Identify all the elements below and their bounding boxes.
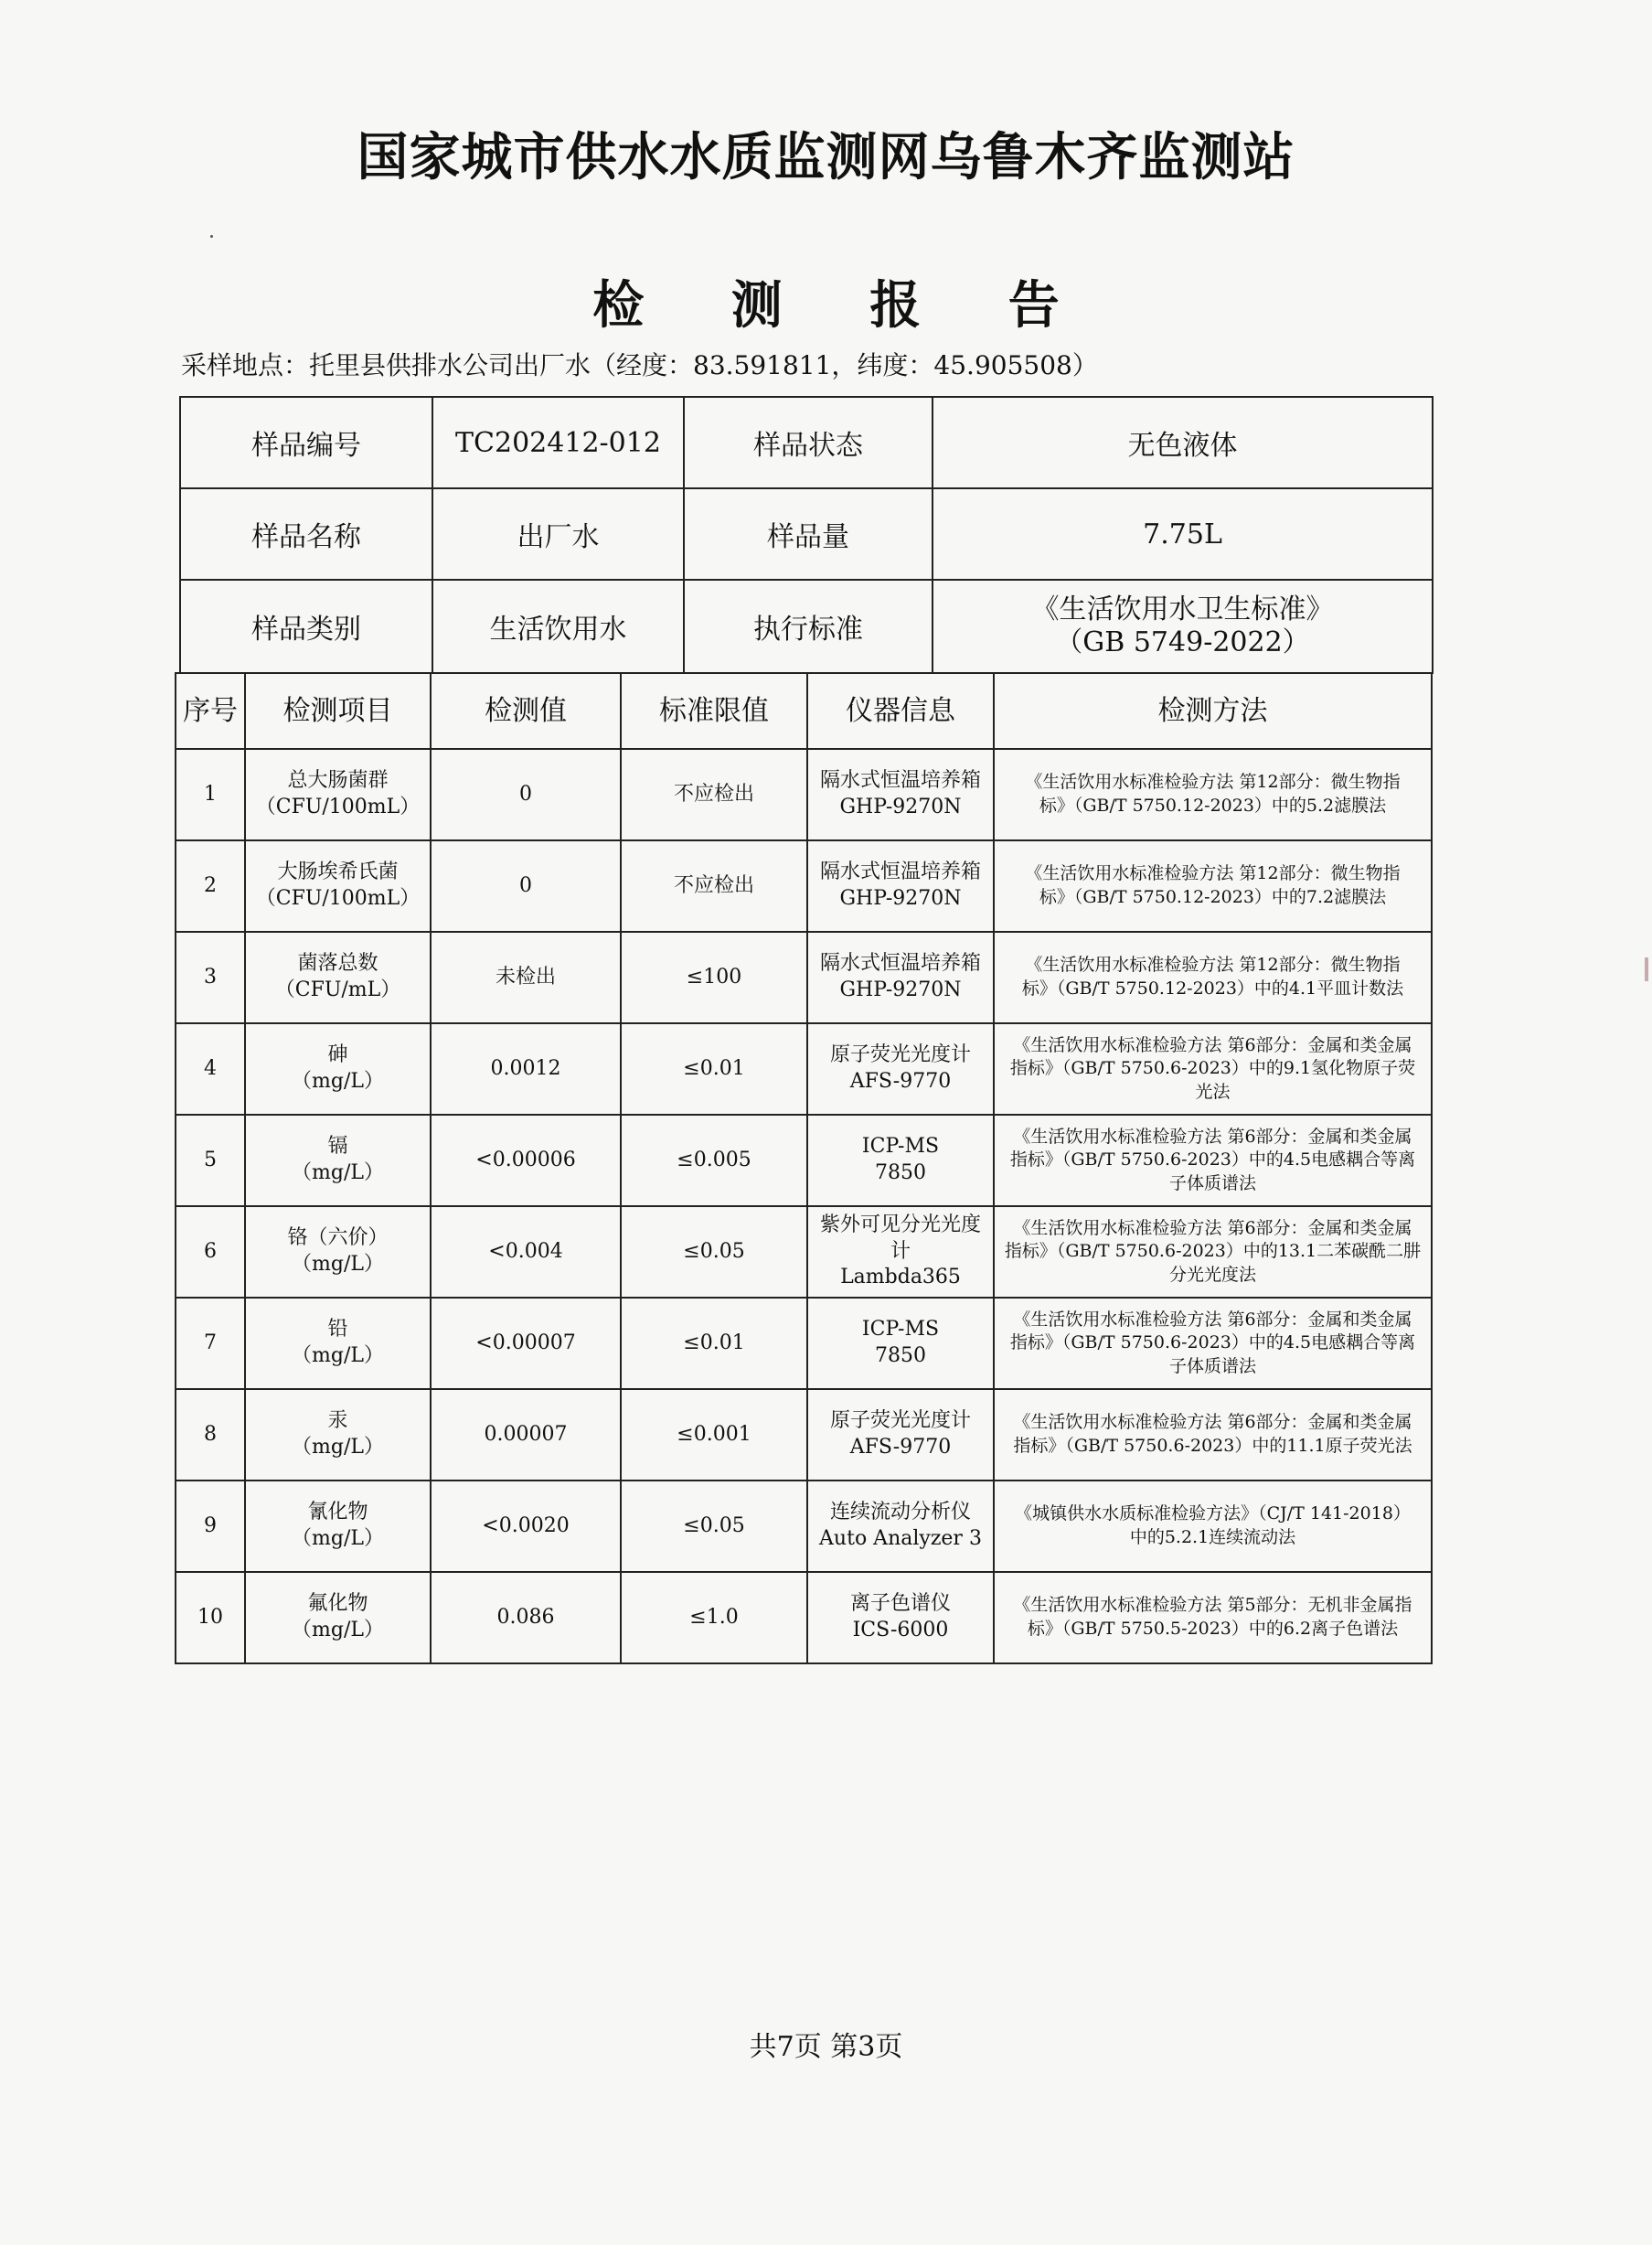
test-value: 0.086: [431, 1572, 621, 1663]
sample-type-label: 样品类别: [180, 580, 432, 673]
method-line: 标》（GB/T 5750.12-2023）中的4.1平皿计数法: [1021, 978, 1404, 999]
table-row: [176, 932, 1432, 1023]
standard-limit: ≤0.05: [621, 1206, 807, 1298]
sample-qty-label: 样品量: [684, 488, 933, 580]
test-value: <0.00007: [431, 1298, 621, 1389]
instrument-info: [807, 749, 994, 840]
title-char: 测: [730, 276, 783, 336]
test-item-name: 氰化物: [307, 1501, 368, 1524]
standard-limit: ≤100: [621, 932, 807, 1023]
test-item: [245, 1206, 431, 1298]
sample-no-value: TC202412-012: [432, 397, 684, 488]
instrument-info: [807, 932, 994, 1023]
instrument-info: [807, 1481, 994, 1572]
instrument-line: ICP-MS: [861, 1135, 940, 1159]
instrument-line: 原子荧光光度计: [829, 1409, 971, 1433]
test-item-unit: （mg/L）: [292, 1619, 384, 1641]
table-row: [176, 749, 1432, 840]
test-item: [245, 1298, 431, 1389]
method-line: 《生活饮用水标准检验方法 第6部分：金属和类金属: [1013, 1412, 1412, 1433]
instrument-info: [807, 1115, 994, 1206]
instrument-line: 隔水式恒温培养箱: [819, 861, 981, 884]
sampling-location: 采样地点：托里县供排水公司出厂水（经度：83.591811，纬度：45.905508）: [181, 350, 1098, 380]
instrument-line: 离子色谱仪: [849, 1592, 951, 1616]
test-item-name: 菌落总数: [297, 952, 378, 976]
method-line: 中的5.2.1连续流动法: [1129, 1527, 1296, 1547]
test-method: [994, 1115, 1432, 1206]
instrument-info: [807, 1389, 994, 1481]
test-item-name: 总大肠菌群: [287, 769, 389, 793]
instrument-line: GHP-9270N: [839, 887, 962, 910]
test-item: [245, 1023, 431, 1115]
standard-limit: 不应检出: [621, 840, 807, 932]
row-number: 9: [176, 1481, 245, 1572]
col-header-method: 检测方法: [994, 673, 1432, 749]
instrument-line: GHP-9270N: [839, 796, 962, 818]
title-char: 告: [1007, 276, 1060, 336]
test-item: [245, 1389, 431, 1481]
standard-limit: ≤0.001: [621, 1389, 807, 1481]
test-item: [245, 840, 431, 932]
col-header-instrument: 仪器信息: [807, 673, 994, 749]
col-header-no: 序号: [176, 673, 245, 749]
test-method: [994, 1298, 1432, 1389]
table-row: [176, 1206, 1432, 1298]
col-header-limit: 标准限值: [621, 673, 807, 749]
test-item-unit: （mg/L）: [292, 1436, 384, 1459]
method-line: 标》（GB/T 5750.12-2023）中的7.2滤膜法: [1039, 887, 1387, 907]
method-line: 《城镇供水水质标准检验方法》（CJ/T 141-2018）: [1015, 1503, 1411, 1524]
table-row: [176, 1389, 1432, 1481]
title-char: 检: [592, 276, 645, 336]
instrument-line: Auto Analyzer 3: [819, 1527, 982, 1550]
method-line: 分光光度法: [1168, 1264, 1256, 1285]
standard-limit: ≤0.01: [621, 1298, 807, 1389]
test-item: [245, 1115, 431, 1206]
test-method: [994, 1481, 1432, 1572]
test-item-unit: （mg/L）: [292, 1070, 384, 1093]
standard-value: [933, 580, 1433, 673]
standard-limit: ≤0.01: [621, 1023, 807, 1115]
sample-no-label: 样品编号: [180, 397, 432, 488]
instrument-line: ICS-6000: [852, 1619, 949, 1641]
test-item-unit: （CFU/100mL）: [255, 887, 421, 910]
row-number: 8: [176, 1389, 245, 1481]
method-line: 《生活饮用水标准检验方法 第6部分：金属和类金属: [1013, 1309, 1412, 1330]
test-value: 0: [431, 749, 621, 840]
table-row: [176, 1481, 1432, 1572]
instrument-line: 隔水式恒温培养箱: [819, 952, 981, 976]
edge-mark: [1645, 957, 1648, 981]
method-line: 光法: [1195, 1081, 1231, 1102]
method-line: 《生活饮用水标准检验方法 第12部分：微生物指: [1025, 772, 1401, 793]
test-value: 0.00007: [431, 1389, 621, 1481]
instrument-line: 紫外可见分光光度: [819, 1213, 981, 1237]
method-line: 《生活饮用水标准检验方法 第6部分：金属和类金属: [1013, 1126, 1412, 1147]
instrument-info: [807, 840, 994, 932]
standard-limit: ≤0.05: [621, 1481, 807, 1572]
col-header-item: 检测项目: [245, 673, 431, 749]
row-number: 7: [176, 1298, 245, 1389]
method-line: 标》（GB/T 5750.12-2023）中的5.2滤膜法: [1039, 796, 1387, 816]
instrument-line: 连续流动分析仪: [829, 1501, 971, 1524]
row-number: 4: [176, 1023, 245, 1115]
sample-state-value: 无色液体: [933, 397, 1433, 488]
table-row: [176, 1023, 1432, 1115]
standard-line: 《生活饮用水卫生标准》: [1031, 593, 1334, 625]
row-number: 2: [176, 840, 245, 932]
test-item: [245, 1572, 431, 1663]
method-line: 《生活饮用水标准检验方法 第5部分：无机非金属指: [1013, 1595, 1412, 1616]
test-item-unit: （CFU/mL）: [274, 978, 401, 1001]
instrument-line: AFS-9770: [849, 1436, 952, 1459]
test-item-name: 铅: [327, 1318, 348, 1342]
instrument-line: AFS-9770: [849, 1070, 952, 1093]
organization-title: 国家城市供水水质监测网乌鲁木齐监测站: [357, 128, 1295, 187]
report-title: [0, 265, 1652, 338]
test-item-unit: （mg/L）: [292, 1344, 384, 1367]
method-line: 《生活饮用水标准检验方法 第12部分：微生物指: [1025, 863, 1401, 884]
method-line: 子体质谱法: [1168, 1355, 1256, 1376]
test-item-unit: （CFU/100mL）: [255, 796, 421, 818]
instrument-line: 7850: [875, 1161, 926, 1184]
table-row: [176, 1298, 1432, 1389]
test-method: [994, 749, 1432, 840]
instrument-line: Lambda365: [840, 1266, 961, 1289]
table-row: [176, 840, 1432, 932]
col-header-value: 检测值: [431, 673, 621, 749]
test-method: [994, 1206, 1432, 1298]
test-value: 未检出: [431, 932, 621, 1023]
standard-limit: ≤0.005: [621, 1115, 807, 1206]
test-item-unit: （mg/L）: [292, 1527, 384, 1550]
method-line: 指标》（GB/T 5750.6-2023）中的4.5电感耦合等离: [1009, 1332, 1416, 1353]
method-line: 指标》（GB/T 5750.6-2023）中的13.1二苯碳酰二肼: [1004, 1241, 1422, 1262]
test-item-name: 砷: [327, 1043, 348, 1067]
table-row: [176, 1115, 1432, 1206]
results-table: [175, 672, 1433, 1664]
test-item-name: 汞: [327, 1409, 348, 1433]
standard-limit: 不应检出: [621, 749, 807, 840]
instrument-info: [807, 1572, 994, 1663]
sample-name-label: 样品名称: [180, 488, 432, 580]
standard-line: （GB 5749-2022）: [1055, 626, 1310, 658]
method-line: 指标》（GB/T 5750.6-2023）中的4.5电感耦合等离: [1009, 1149, 1416, 1171]
row-number: 3: [176, 932, 245, 1023]
method-line: 指标》（GB/T 5750.6-2023）中的11.1原子荧光法: [1013, 1436, 1412, 1456]
test-value: <0.0020: [431, 1481, 621, 1572]
standard-label: 执行标准: [684, 580, 933, 673]
table-row: [176, 1572, 1432, 1663]
instrument-line: GHP-9270N: [839, 978, 962, 1001]
method-line: 《生活饮用水标准检验方法 第12部分：微生物指: [1025, 955, 1401, 976]
test-value: <0.004: [431, 1206, 621, 1298]
test-method: [994, 1023, 1432, 1115]
standard-limit: ≤1.0: [621, 1572, 807, 1663]
instrument-info: [807, 1206, 994, 1298]
sample-type-value: 生活饮用水: [432, 580, 684, 673]
instrument-line: 隔水式恒温培养箱: [819, 769, 981, 793]
instrument-line: 7850: [875, 1344, 926, 1367]
test-item-unit: （mg/L）: [292, 1253, 384, 1276]
instrument-line: 原子荧光光度计: [829, 1043, 971, 1067]
row-number: 5: [176, 1115, 245, 1206]
method-line: 《生活饮用水标准检验方法 第6部分：金属和类金属: [1013, 1034, 1412, 1055]
method-line: 子体质谱法: [1168, 1172, 1256, 1193]
test-method: [994, 932, 1432, 1023]
method-line: 指标》（GB/T 5750.6-2023）中的9.1氢化物原子荧: [1009, 1058, 1416, 1079]
test-value: 0: [431, 840, 621, 932]
sample-qty-value: 7.75L: [933, 488, 1433, 580]
test-item: [245, 932, 431, 1023]
test-item-name: 铬（六价）: [287, 1226, 389, 1250]
test-item-name: 大肠埃希氏菌: [277, 861, 399, 884]
sample-state-label: 样品状态: [684, 397, 933, 488]
test-item-unit: （mg/L）: [292, 1161, 384, 1184]
method-line: 《生活饮用水标准检验方法 第6部分：金属和类金属: [1013, 1217, 1412, 1238]
speck: [210, 235, 213, 238]
test-method: [994, 1389, 1432, 1481]
test-item: [245, 1481, 431, 1572]
test-method: [994, 1572, 1432, 1663]
page-footer: 共7页 第3页: [749, 2031, 903, 2063]
instrument-line: ICP-MS: [861, 1318, 940, 1342]
instrument-info: [807, 1298, 994, 1389]
instrument-info: [807, 1023, 994, 1115]
sample-info-table: [179, 396, 1434, 674]
sample-name-value: 出厂水: [432, 488, 684, 580]
instrument-line: 计: [890, 1239, 911, 1263]
test-method: [994, 840, 1432, 932]
row-number: 1: [176, 749, 245, 840]
test-item-name: 镉: [327, 1135, 348, 1159]
row-number: 10: [176, 1572, 245, 1663]
method-line: 标》（GB/T 5750.5-2023）中的6.2离子色谱法: [1027, 1619, 1399, 1639]
test-value: 0.0012: [431, 1023, 621, 1115]
title-char: 报: [869, 276, 922, 336]
test-item-name: 氟化物: [307, 1592, 368, 1616]
row-number: 6: [176, 1206, 245, 1298]
test-item: [245, 749, 431, 840]
test-value: <0.00006: [431, 1115, 621, 1206]
